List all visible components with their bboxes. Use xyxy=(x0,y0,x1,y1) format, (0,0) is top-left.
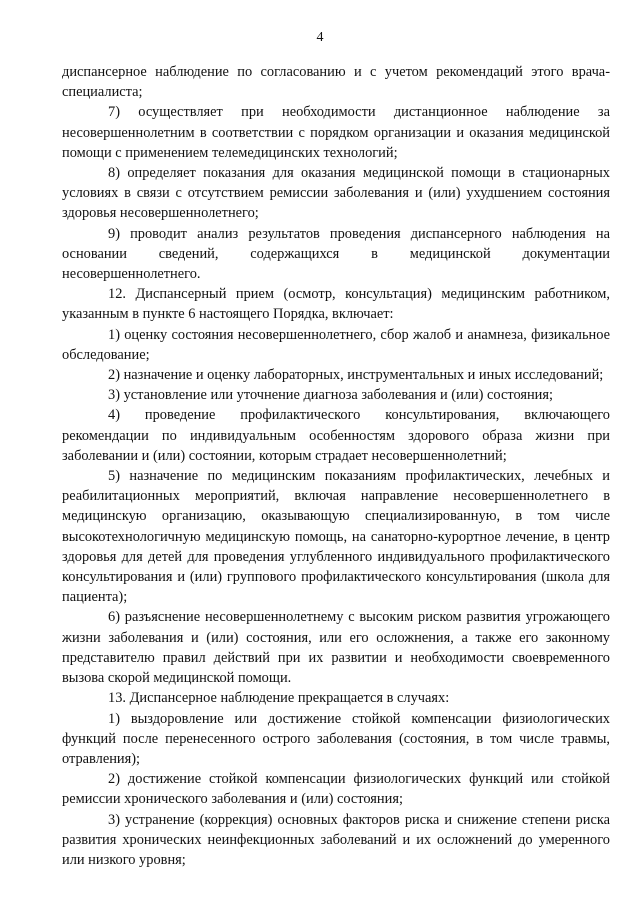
paragraph-item-9: 9) проводит анализ результатов проведения диспансерного наблюдения на основании сведений, содержащихся в медицинской документации несовершеннолетнего. xyxy=(62,225,610,283)
paragraph-item-8: 8) определяет показания для оказания медицинской помощи в стационарных условиях в связи с отсутствием ремиссии заболевания и (или) ухудшением состояния здоровья несовершеннолетнего; xyxy=(62,165,610,222)
paragraph-item-12-3: 3) установление или уточнение диагноза заболевания и (или) состояния; xyxy=(108,387,553,404)
paragraph-item-13-1: 1) выздоровление или достижение стойкой компенсации физиологических функций после перенесенного острого заболевания (состояния, в том числе травмы, отравления); xyxy=(62,710,610,767)
paragraph-item-12-2: 2) назначение и оценку лабораторных, инструментальных и иных исследований; xyxy=(108,367,604,384)
paragraph-item-12-5: 5) назначение по медицинским показаниям профилактических, лечебных и реабилитационных мероприятий, включая направление несовершеннолетнего в медицинскую организацию, оказывающую специализированную, в том числе высокотехнологичную медицинскую помощь, на санаторно-курортное лечение, в центр здоровья для детей для проведения углубленного индивидуального профилактического консультирования и (или) группового профилактического консультирования (школа для пациента); xyxy=(62,468,610,606)
paragraph-section-12: 12. Диспансерный прием (осмотр, консультация) медицинским работником, указанным в пункте 6 настоящего Порядка, включает: xyxy=(62,286,610,323)
page-number: 4 xyxy=(316,30,324,45)
document-body xyxy=(62,62,610,870)
paragraph-item-12-4: 4) проведение профилактического консультирования, включающего рекомендации по индивидуальным особенностям здорового образа жизни при заболевании и (или) состоянии, которым страдает несовершеннолетний; xyxy=(62,407,610,464)
paragraph-section-13: 13. Диспансерное наблюдение прекращается в случаях: xyxy=(108,690,450,707)
paragraph-item-13-2: 2) достижение стойкой компенсации физиологических функций или стойкой ремиссии хронического заболевания и (или) состояния; xyxy=(62,771,610,808)
paragraph-item-7: 7) осуществляет при необходимости дистанционное наблюдение за несовершеннолетним в соответствии с порядком организации и оказания медицинской помощи с применением телемедицинских технологий; xyxy=(62,104,610,161)
paragraph-item-12-6: 6) разъяснение несовершеннолетнему с высоким риском развития угрожающего жизни заболевания и (или) состояния, или его осложнения, а также его законному представителю правил действий при их развитии и необходимости своевременного вызова скорой медицинской помощи. xyxy=(62,609,610,687)
paragraph-item-13-3: 3) устранение (коррекция) основных факторов риска и снижение степени риска развития хронических неинфекционных заболеваний и их осложнений до умеренного или низкого уровня; xyxy=(62,811,610,868)
paragraph-continuation: диспансерное наблюдение по согласованию и с учетом рекомендаций этого врача-специалиста; xyxy=(62,64,610,101)
paragraph-item-12-1: 1) оценку состояния несовершеннолетнего, сбор жалоб и анамнеза, физикальное обследование; xyxy=(62,326,610,363)
